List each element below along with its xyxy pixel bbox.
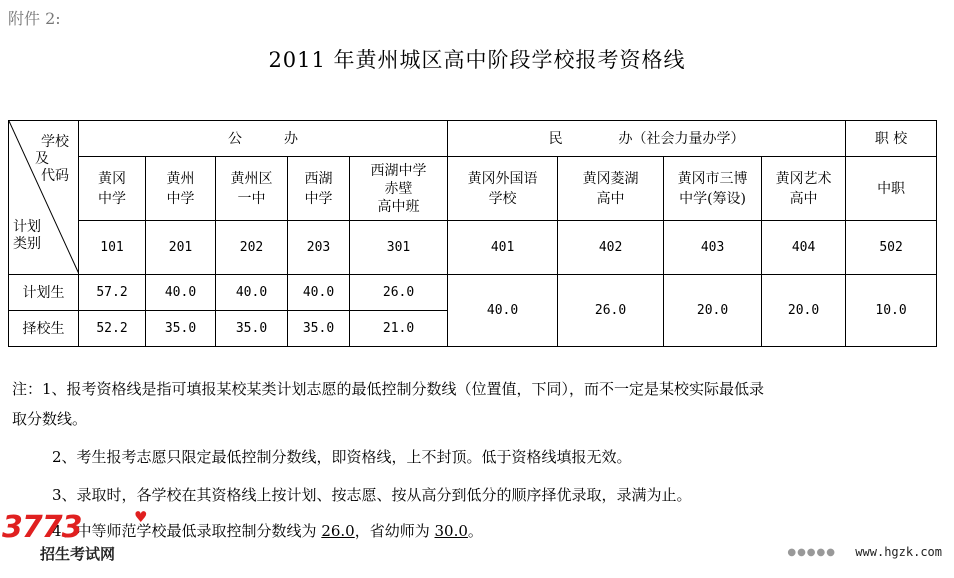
school-name-cell: 黄冈市三博 中学(筹设) [664,157,762,221]
school-code-cell: 301 [350,221,448,275]
group-header-private: 民 办（社会力量办学） [448,121,846,157]
score-cell: 35.0 [216,311,288,347]
score-cell: 40.0 [146,275,216,311]
school-code-cell: 401 [448,221,558,275]
note-2: 2、考生报考志愿只限定最低控制分数线，即资格线，上不封顶。低于资格线填报无效。 [52,448,632,466]
school-code-cell: 402 [558,221,664,275]
school-name-cell: 西湖 中学 [288,157,350,221]
merged-score-cell: 20.0 [762,275,846,347]
attachment-label: 附件 2: [8,9,61,28]
school-name-cell: 黄州 中学 [146,157,216,221]
table-corner-header [9,121,79,275]
heart-icon: ♥ [134,508,148,526]
qualification-table [8,120,937,347]
note-1-continued: 取分数线。 [12,410,88,428]
score-cell: 35.0 [288,311,350,347]
school-name-cell: 黄冈艺术 高中 [762,157,846,221]
row-label-plan: 计划生 [9,275,79,311]
score-cell: 52.2 [79,311,146,347]
score-cell: 35.0 [146,311,216,347]
preschool-teacher-score: 30.0 [434,522,468,540]
school-name-cell: 黄冈外国语 学校 [448,157,558,221]
note-3: 3、录取时，各学校在其资格线上按计划、按志愿、按从高分到低分的顺序择优录取，录满为止。 [52,486,692,504]
merged-score-cell: 26.0 [558,275,664,347]
corner-label-category: 类别 [13,236,41,252]
corner-label-bottom [13,219,41,253]
corner-label-top [35,134,69,185]
notes-section [12,378,942,542]
score-cell: 40.0 [288,275,350,311]
watermark-dots-icon: ●●●●● [787,547,836,558]
merged-score-cell: 40.0 [448,275,558,347]
school-name-cell: 黄冈 中学 [79,157,146,221]
school-code-cell: 202 [216,221,288,275]
school-code-cell: 101 [79,221,146,275]
school-code-cell: 502 [846,221,937,275]
score-cell: 57.2 [79,275,146,311]
school-name-cell: 中职 [846,157,937,221]
note-4: 4、中等师范学校最低录取控制分数线为 26.0，省幼师为 30.0。 [52,522,483,540]
score-cell: 21.0 [350,311,448,347]
merged-score-cell: 20.0 [664,275,762,347]
school-code-cell: 201 [146,221,216,275]
school-name-cell: 黄冈菱湖 高中 [558,157,664,221]
corner-label-code: 代码 [41,168,69,184]
row-label-choice: 择校生 [9,311,79,347]
merged-score-cell: 10.0 [846,275,937,347]
score-cell: 26.0 [350,275,448,311]
page-title: 2011 年黄州城区高中阶段学校报考资格线 [268,48,686,72]
school-code-cell: 203 [288,221,350,275]
corner-label-school: 学校 [41,134,69,150]
watermark-logo-subtitle: 招生考试网 [40,545,116,563]
watermark-logo-3773: 3773 [2,510,82,545]
normal-school-score: 26.0 [321,522,355,540]
corner-label-plan: 计划 [13,219,41,235]
school-name-cell: 黄州区 一中 [216,157,288,221]
school-code-cell: 404 [762,221,846,275]
group-header-vocational: 职 校 [846,121,937,157]
watermark-url: www.hgzk.com [855,545,942,559]
score-cell: 40.0 [216,275,288,311]
school-name-cell: 西湖中学 赤壁 高中班 [350,157,448,221]
note-1: 注：1、报考资格线是指可填报某校某类计划志愿的最低控制分数线（位置值，下同），而不一定是某校实际最低录 [12,380,765,398]
group-header-public: 公 办 [79,121,448,157]
school-code-cell: 403 [664,221,762,275]
corner-label-and: 及 [35,151,49,167]
